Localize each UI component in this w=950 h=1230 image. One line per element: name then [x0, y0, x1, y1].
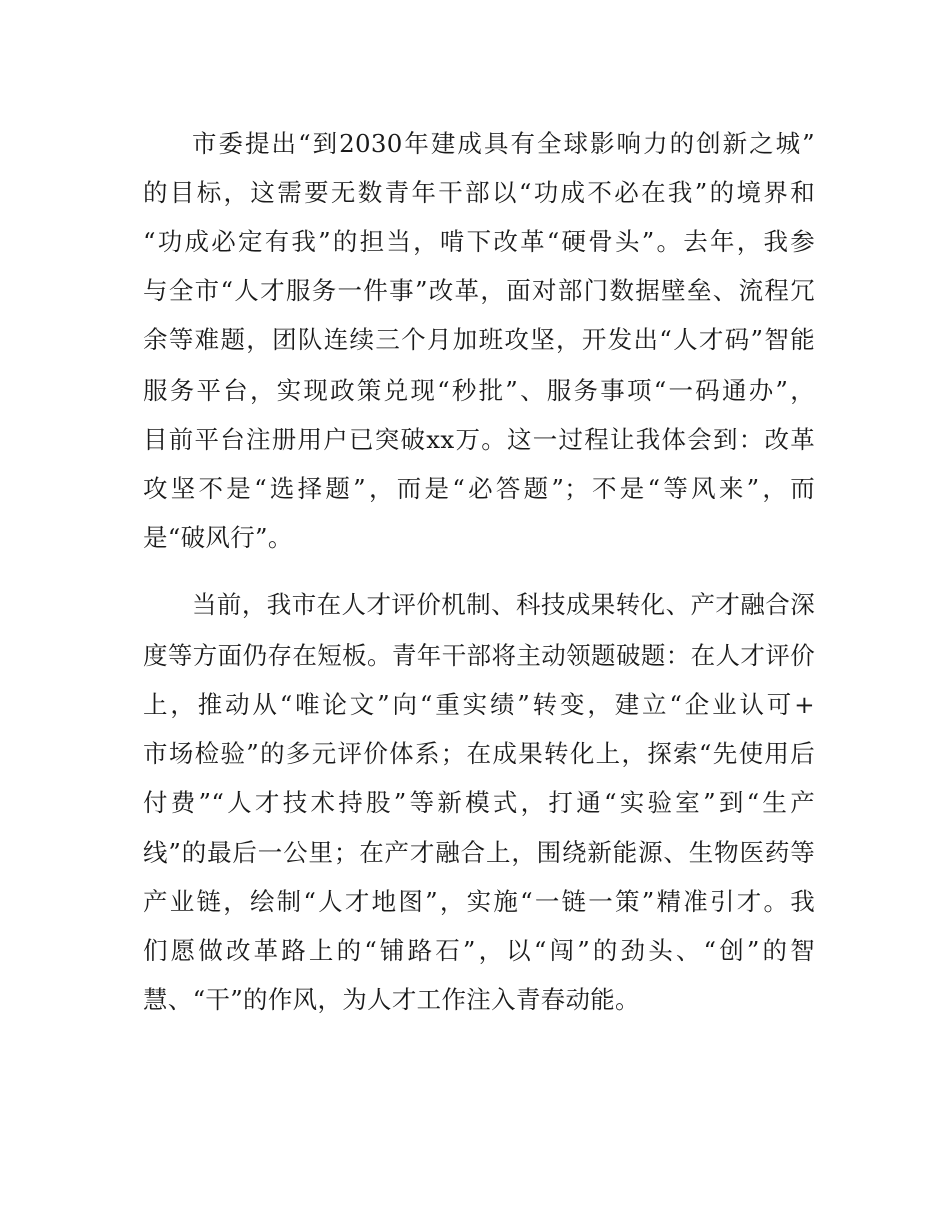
text-line: 是“破风行”。 [143, 523, 293, 552]
text-line: “功成必定有我”的担当，啃下改革“硬骨头”。去年，我参 [143, 227, 815, 256]
text-line: 目前平台注册用户已突破xx万。这一过程让我体会到：改革 [143, 425, 815, 454]
text-line: 度等方面仍存在短板。青年干部将主动领题破题：在人才评价 [143, 641, 815, 670]
text-line: 市委提出“到2030年建成具有全球影响力的创新之城” [192, 129, 815, 158]
text-line: 攻坚不是“选择题”，而是“必答题”；不是“等风来”，而 [143, 474, 815, 503]
text-line: 上，推动从“唯论文”向“重实绩”转变，建立“企业认可+ [143, 690, 815, 719]
text-line: 的目标，这需要无数青年干部以“功成不必在我”的境界和 [143, 178, 815, 207]
text-line: 付费”“人才技术持股”等新模式，打通“实验室”到“生产 [143, 788, 815, 817]
text-line: 服务平台，实现政策兑现“秒批”、服务事项“一码通办”， [143, 376, 815, 405]
text-line: 线”的最后一公里；在产才融合上，围绕新能源、生物医药等 [143, 838, 815, 867]
text-line: 与全市“人才服务一件事”改革，面对部门数据壁垒、流程冗 [143, 276, 815, 305]
text-line: 余等难题，团队连续三个月加班攻坚，开发出“人才码”智能 [143, 325, 815, 354]
text-line: 市场检验”的多元评价体系；在成果转化上，探索“先使用后 [143, 739, 815, 768]
text-line: 产业链，绘制“人才地图”，实施“一链一策”精准引才。我 [143, 887, 815, 916]
text-line: 慧、“干”的作风，为人才工作注入青春动能。 [143, 985, 640, 1014]
text-line: 当前，我市在人才评价机制、科技成果转化、产才融合深 [192, 590, 815, 619]
text-line: 们愿做改革路上的“铺路石”，以“闯”的劲头、“创”的智 [143, 936, 815, 965]
